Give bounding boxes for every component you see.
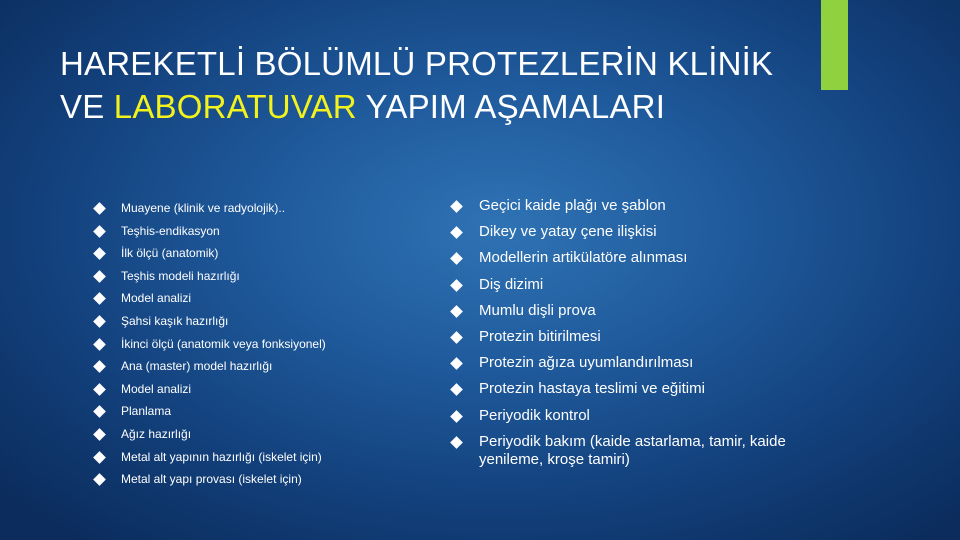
list-item-text: Metal alt yapı provası (iskelet için) <box>121 472 302 487</box>
list-item-text: Protezin ağıza uyumlandırılması <box>479 354 694 372</box>
list-item-text: Protezin bitirilmesi <box>479 327 601 345</box>
list-item <box>452 223 812 241</box>
diamond-bullet-icon <box>93 383 106 396</box>
list-item <box>95 220 435 243</box>
diamond-bullet-icon <box>93 270 106 283</box>
title-part1: HAREKETLİ BÖLÜMLÜ PROTEZLERİN KLİNİK VE <box>60 45 774 125</box>
diamond-bullet-icon <box>93 473 106 486</box>
diamond-bullet-icon <box>450 305 463 318</box>
list-item <box>452 197 812 215</box>
list-item-text: Model analizi <box>121 291 192 306</box>
diamond-bullet-icon <box>93 338 106 351</box>
slide-title <box>60 42 800 128</box>
diamond-bullet-icon <box>93 225 106 238</box>
diamond-bullet-icon <box>93 428 106 441</box>
diamond-bullet-icon <box>450 357 463 370</box>
list-item-text: Protezin hastaya teslimi ve eğitimi <box>479 380 705 398</box>
list-item <box>452 328 812 346</box>
list-item-text: Teşhis modeli hazırlığı <box>121 268 240 283</box>
diamond-bullet-icon <box>450 253 463 266</box>
list-item <box>95 446 435 469</box>
list-item-text: Ağız hazırlığı <box>121 426 192 441</box>
list-item <box>95 310 435 333</box>
list-item-text: Ana (master) model hazırlığı <box>121 359 273 374</box>
list-item <box>452 433 812 469</box>
list-item-text: Periyodik kontrol <box>479 406 590 424</box>
list-item-text: Mumlu dişli prova <box>479 301 596 319</box>
diamond-bullet-icon <box>450 436 463 449</box>
diamond-bullet-icon <box>93 315 106 328</box>
list-item-text: Periyodik bakım (kaide astarlama, tamir, kaide yenileme, kroşe tamiri) <box>479 432 786 468</box>
title-part2: YAPIM AŞAMALARI <box>356 88 666 125</box>
list-item-text: Teşhis-endikasyon <box>121 223 220 238</box>
list-item <box>95 197 435 220</box>
list-item-text: Şahsi kaşık hazırlığı <box>121 313 229 328</box>
list-item-text: Planlama <box>121 404 172 419</box>
list-item <box>452 380 812 398</box>
list-item <box>95 468 435 491</box>
list-item <box>95 287 435 310</box>
list-item-text: Metal alt yapının hazırlığı (iskelet için) <box>121 449 322 464</box>
diamond-bullet-icon <box>450 331 463 344</box>
diamond-bullet-icon <box>450 410 463 423</box>
list-item <box>452 302 812 320</box>
diamond-bullet-icon <box>93 202 106 215</box>
list-item <box>95 400 435 423</box>
diamond-bullet-icon <box>93 360 106 373</box>
list-item <box>95 355 435 378</box>
list-item <box>95 242 435 265</box>
diamond-bullet-icon <box>93 247 106 260</box>
diamond-bullet-icon <box>450 226 463 239</box>
list-item-text: İkinci ölçü (anatomik veya fonksiyonel) <box>121 336 326 351</box>
list-item-text: Geçici kaide plağı ve şablon <box>479 197 666 214</box>
list-item-text: Model analizi <box>121 381 192 396</box>
right-bullet-list <box>452 197 812 477</box>
list-item-text: Dikey ve yatay çene ilişkisi <box>479 223 657 241</box>
list-item <box>452 249 812 267</box>
list-item <box>95 265 435 288</box>
list-item-text: İlk ölçü (anatomik) <box>121 246 219 261</box>
diamond-bullet-icon <box>450 200 463 213</box>
list-item-text: Diş dizimi <box>479 275 544 293</box>
left-bullet-list <box>95 197 435 491</box>
list-item <box>95 333 435 356</box>
diamond-bullet-icon <box>93 451 106 464</box>
title-highlight: LABORATUVAR <box>113 88 357 125</box>
accent-bar <box>821 0 848 90</box>
list-item <box>95 378 435 401</box>
diamond-bullet-icon <box>450 383 463 396</box>
list-item-text: Modellerin artikülatöre alınması <box>479 249 688 267</box>
list-item-text: Muayene (klinik ve radyolojik).. <box>121 201 286 215</box>
list-item <box>95 423 435 446</box>
diamond-bullet-icon <box>450 279 463 292</box>
list-item <box>452 276 812 294</box>
diamond-bullet-icon <box>93 293 106 306</box>
diamond-bullet-icon <box>93 405 106 418</box>
list-item <box>452 407 812 425</box>
list-item <box>452 354 812 372</box>
